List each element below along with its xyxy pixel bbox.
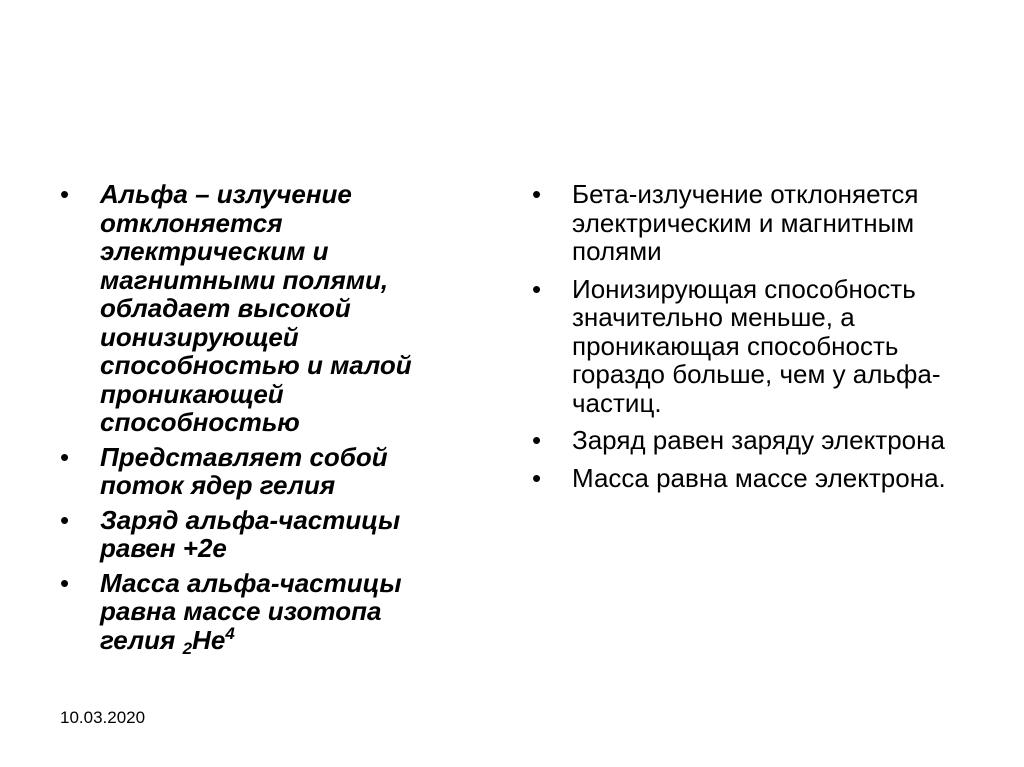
item-text: Ионизирующая способность значительно меньше, а проникающая способность гораздо больше, чем у альфа-частиц. [572, 273, 941, 418]
list-item [60, 443, 460, 500]
item-text: Бета-излучение отклоняется электрическим и магнитным полями [572, 179, 919, 266]
item-text: Альфа – излучение отклоняется электрическим и магнитными полями, обладает высокой ионизирующей способностью и малой проникающей способностью [100, 179, 412, 437]
slide-date: 10.03.2020 [60, 708, 146, 727]
isotope-atomic-number: 2 [182, 638, 193, 658]
bullet: • [60, 567, 70, 598]
list-item [532, 180, 972, 266]
isotope-symbol: He [192, 624, 226, 655]
beta-radiation-list [532, 180, 972, 501]
alpha-radiation-list [60, 180, 460, 660]
item-text: Представляет собой поток ядер гелия [100, 441, 388, 500]
bullet: • [60, 179, 70, 209]
bullet: • [60, 441, 70, 472]
item-text: Заряд альфа-частицы равен +2е [100, 504, 401, 563]
item-text: Масса альфа-частицы равна массе изотопа гелия [100, 567, 402, 655]
item-text: Заряд равен заряду электрона [572, 425, 945, 455]
list-item [532, 275, 972, 418]
list-item [60, 567, 460, 658]
bullet: • [532, 425, 542, 455]
bullet: • [60, 504, 70, 535]
list-item [60, 180, 460, 437]
list-item [60, 506, 460, 563]
list-item [532, 426, 972, 455]
list-item [532, 464, 972, 493]
bullet: • [532, 462, 542, 493]
isotope-mass-number: 4 [225, 623, 235, 643]
bullet: • [532, 273, 542, 304]
item-text: Масса равна массе электрона. [572, 462, 946, 493]
bullet: • [532, 179, 542, 209]
